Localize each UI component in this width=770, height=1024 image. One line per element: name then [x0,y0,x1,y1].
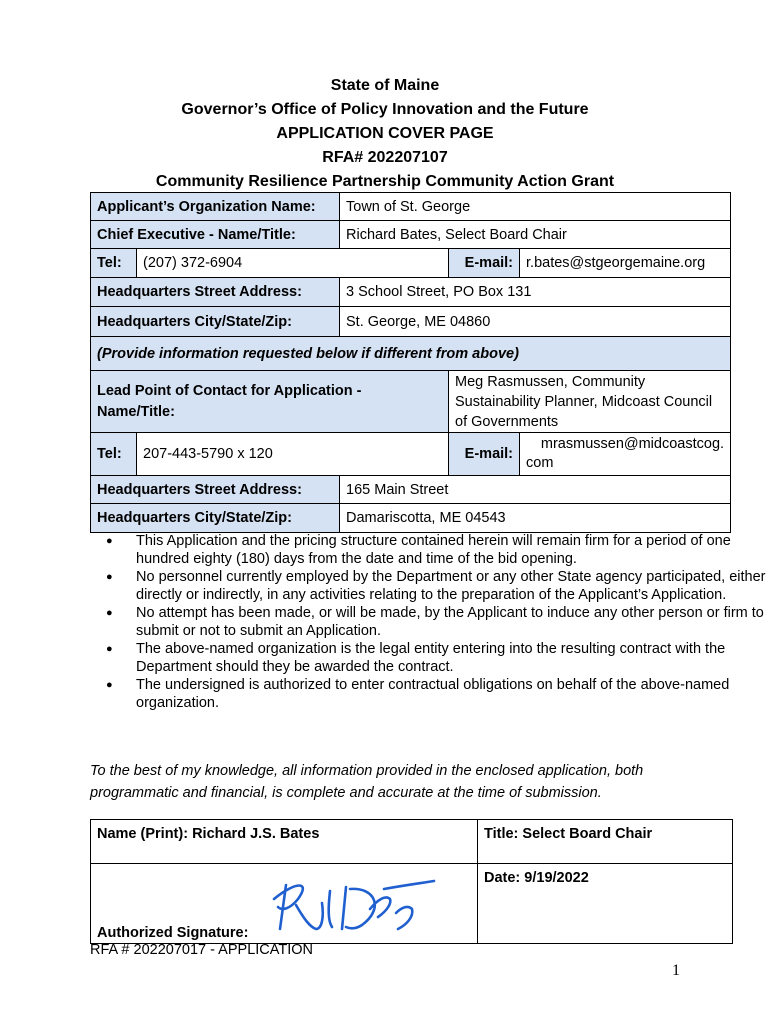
chief-exec-label: Chief Executive - Name/Title: [91,221,340,249]
certification-item: ● No personnel currently employed by the Department or any other State agency participated, either directly or indirectly, in any activities relating to the preparation of the Applicant’s Application. [136,568,766,604]
certification-item: ● The above-named organization is the legal entity entering into the resulting contract with the Department should they be awarded the contract. [136,640,766,676]
header-rfa-number: RFA# 202207107 [322,149,448,166]
signature-strokes [274,881,434,929]
hq-street-value: 3 School Street, PO Box 131 [340,278,731,307]
contact-hq-city-value: Damariscotta, ME 04543 [340,504,731,533]
hq-city-value: St. George, ME 04860 [340,307,731,337]
contact-hq-street-label: Headquarters Street Address: [91,476,340,504]
chief-exec-value: Richard Bates, Select Board Chair [340,221,731,249]
hq-street-label: Headquarters Street Address: [91,278,340,307]
sign-date: Date: 9/19/2022 [478,864,733,944]
applicant-info-table [90,192,731,533]
org-name-label: Applicant’s Organization Name: [91,193,340,221]
header-cover-page: APPLICATION COVER PAGE [276,125,494,142]
page-number: 1 [672,962,680,979]
contact-email-line-2: com [526,455,554,471]
name-print: Name (Print): Richard J.S. Bates [91,820,478,864]
contact-hq-city-label: Headquarters City/State/Zip: [91,504,340,533]
contact-email-line-1: mrasmussen@midcoastcog. [540,436,725,452]
certification-item: ● This Application and the pricing structure contained herein will remain firm for a period of one hundred eighty (180) days from the date and time of the bid opening. [136,532,766,568]
signature-table [90,819,733,944]
footer-rfa: RFA # 202207017 - APPLICATION [90,942,313,958]
handwritten-signature [266,869,436,939]
email-label: E-mail: [449,249,520,278]
email-value: r.bates@stgeorgemaine.org [520,249,731,278]
contact-hq-street-value: 165 Main Street [340,476,731,504]
header-state: State of Maine [330,77,440,94]
contact-tel-label: Tel: [91,433,137,476]
org-name-value: Town of St. George [340,193,731,221]
signature-cell [91,864,478,944]
contact-tel-value: 207-443-5790 x 120 [137,433,449,476]
contact-email-value [520,433,731,476]
contact-email-label: E-mail: [449,433,520,476]
certification-item: ● No attempt has been made, or will be made, by the Applicant to induce any other person or firm to submit or not to submit an Application. [136,604,766,640]
tel-value: (207) 372-6904 [137,249,449,278]
header-grant-name: Community Resilience Partnership Community Action Grant [155,173,615,190]
certification-list [88,532,766,712]
attestation-statement: To the best of my knowledge, all information provided in the enclosed application, both programmatic and financial, is complete and accurate at the time of submission. [90,763,644,801]
signer-title: Title: Select Board Chair [478,820,733,864]
lead-contact-value: Meg Rasmussen, Community Sustainability Planner, Midcoast Council of Governments [449,371,731,433]
lead-contact-label: Lead Point of Contact for Application - Name/Title: [91,371,449,433]
tel-label: Tel: [91,249,137,278]
document-header [0,74,770,194]
certification-item: ● The undersigned is authorized to enter contractual obligations on behalf of the above-named organization. [136,676,766,712]
different-info-note: (Provide information requested below if different from above) [91,337,731,371]
authorized-signature-label: Authorized Signature: [97,925,249,941]
header-office: Governor’s Office of Policy Innovation and the Future [181,101,589,118]
hq-city-label: Headquarters City/State/Zip: [91,307,340,337]
